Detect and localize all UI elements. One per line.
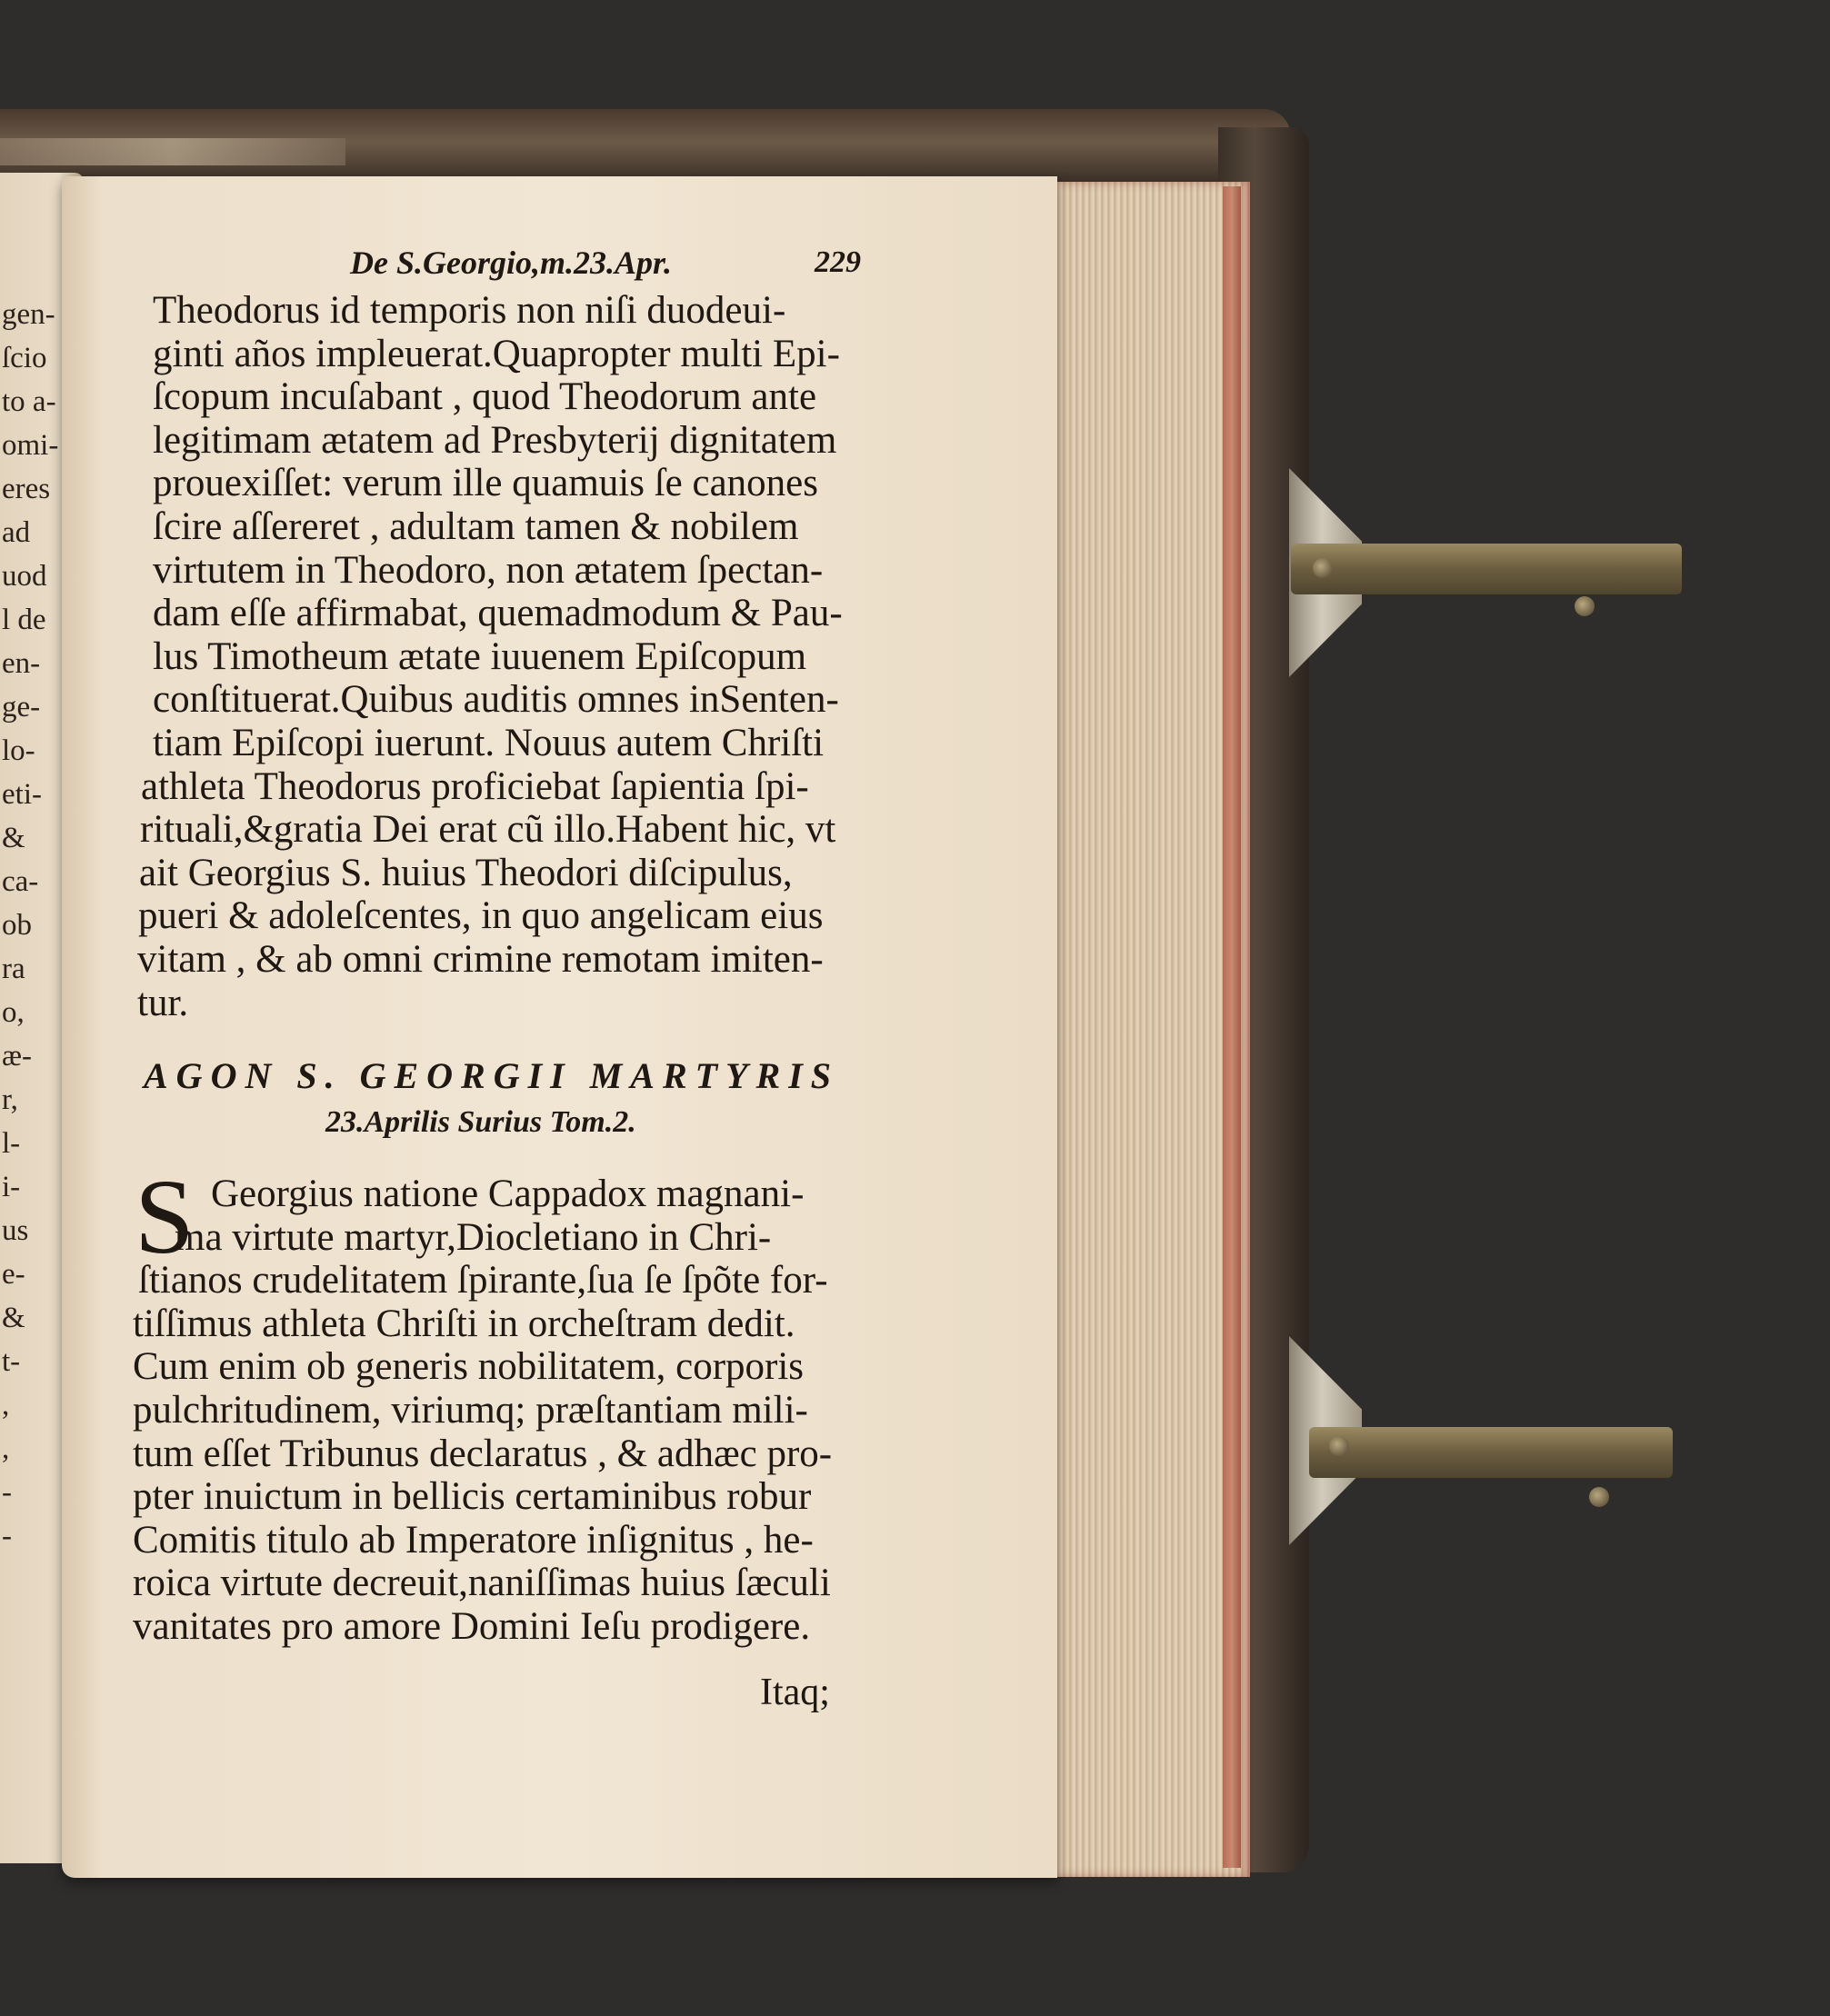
- text-line: athleta Theodorus proficiebat ſapientia ſpi-: [141, 764, 809, 808]
- left-page-fragment: ,: [2, 1389, 10, 1422]
- left-page-fragment: e-: [2, 1258, 25, 1291]
- text-line: tum eſſet Tribunus declaratus , & adhæc pro-: [133, 1432, 833, 1475]
- left-page-fragment: ra: [2, 953, 25, 985]
- red-page-edge: [1223, 186, 1241, 1868]
- text-line: Georgius natione Cappadox magnani-: [211, 1173, 805, 1215]
- left-page-fragment: i-: [2, 1171, 21, 1203]
- left-page-fragment: to a-: [2, 385, 56, 418]
- text-line: lus Timotheum ætate iuuenem Epiſcopum: [153, 634, 807, 678]
- text-line: dam eſſe affirmabat, quemadmodum & Pau-: [153, 592, 843, 635]
- left-page-fragment: &: [2, 822, 25, 854]
- text-line: tiam Epiſcopi iuerunt. Nouus autem Chriſti: [153, 722, 825, 764]
- text-line: roica virtute decreuit,naniſſimas huius ſæculi: [133, 1562, 831, 1605]
- left-page-fragment: eres: [2, 473, 51, 505]
- text-line: pter inuictum in bellicis certaminibus robur: [133, 1475, 812, 1519]
- left-page-fragment: l de: [2, 604, 46, 636]
- text-line: vanitates pro amore Domini Ieſu prodigere.: [133, 1605, 811, 1648]
- text-line: conſtituerat.Quibus auditis omnes inSenten-: [153, 678, 839, 722]
- left-page-fragment: eti-: [2, 778, 42, 811]
- upper-clasp-rivet: [1575, 596, 1595, 616]
- lower-clasp-rivet: [1589, 1487, 1609, 1507]
- left-page-fragment: ob: [2, 909, 32, 942]
- lower-clasp-rivet: [1329, 1436, 1349, 1456]
- left-page-fragment: uod: [2, 560, 47, 593]
- text-line: pulchritudinem, viriumq; præſtantiam mili-: [133, 1389, 808, 1432]
- left-page-fragment: en-: [2, 647, 41, 680]
- spine-wear: [0, 138, 345, 165]
- left-page-fragment: ſcio: [2, 342, 47, 374]
- page-number: 229: [815, 245, 861, 279]
- left-page-fragment: o,: [2, 996, 25, 1029]
- text-line: Theodorus id temporis non niſi duodeui-: [153, 289, 786, 332]
- text-line: ginti años impleuerat.Quapropter multi Epi-: [153, 332, 840, 375]
- left-page-fragment: lo-: [2, 734, 35, 767]
- left-page-fragment: -: [2, 1520, 12, 1552]
- left-page-fragment: omi-: [2, 429, 59, 462]
- text-line: pueri & adoleſcentes, in quo angelicam eius: [138, 894, 824, 938]
- text-line: ma virtute martyr,Diocletiano in Chri-: [175, 1215, 772, 1259]
- upper-clasp-rivet: [1313, 558, 1333, 578]
- left-page-fragment: us: [2, 1214, 29, 1247]
- text-line: tur.: [137, 981, 189, 1024]
- left-page-fragment: ad: [2, 516, 31, 549]
- running-head: De S.Georgio,m.23.Apr.: [350, 245, 673, 281]
- left-page-fragment: r,: [2, 1083, 18, 1116]
- text-line: rituali,&gratia Dei erat cũ illo.Habent hic, vt: [140, 808, 836, 852]
- left-page-fragment: &: [2, 1302, 25, 1334]
- left-page-fragment: l-: [2, 1127, 21, 1160]
- section-heading: AGON S. GEORGII MARTYRIS: [144, 1055, 840, 1096]
- drop-cap: S: [135, 1157, 195, 1276]
- text-line: ſcire aſſereret , adultam tamen & nobilem: [153, 505, 799, 548]
- lower-clasp-strap: [1309, 1427, 1673, 1478]
- text-line: tiſſimus athleta Chriſti in orcheſtram dedit.: [133, 1302, 795, 1345]
- left-page-fragment: ca-: [2, 865, 39, 898]
- text-line: virtutem in Theodoro, non ætatem ſpectan-: [153, 548, 824, 592]
- text-line: ait Georgius S. huius Theodori diſcipulus,: [139, 851, 793, 894]
- text-line: ſtianos crudelitatem ſpirante,ſua ſe ſpõte for-: [138, 1259, 828, 1302]
- text-line: Comitis titulo ab Imperatore inſignitus , he-: [133, 1518, 814, 1562]
- text-line: prouexiſſet: verum ille quamuis ſe canones: [153, 462, 818, 505]
- left-page-fragment: ,: [2, 1432, 10, 1465]
- text-line: ſcopum incuſabant , quod Theodorum ante: [153, 375, 817, 419]
- left-page-fragment: t-: [2, 1345, 21, 1378]
- upper-clasp-strap: [1291, 544, 1682, 594]
- text-line: Cum enim ob generis nobilitatem, corporis: [133, 1345, 805, 1389]
- catchword: Itaq;: [760, 1672, 830, 1713]
- section-subheading: 23.Aprilis Surius Tom.2.: [325, 1105, 636, 1139]
- left-page-fragment: gen-: [2, 298, 55, 331]
- page-block-edges: [1027, 182, 1250, 1877]
- left-page-fragment: ge-: [2, 691, 41, 724]
- text-line: legitimam ætatem ad Presbyterij dignitatem: [153, 418, 837, 462]
- left-page-fragment: -: [2, 1476, 12, 1509]
- text-line: vitam , & ab omni crimine remotam imiten-: [137, 938, 824, 981]
- left-page-fragment: æ-: [2, 1040, 32, 1073]
